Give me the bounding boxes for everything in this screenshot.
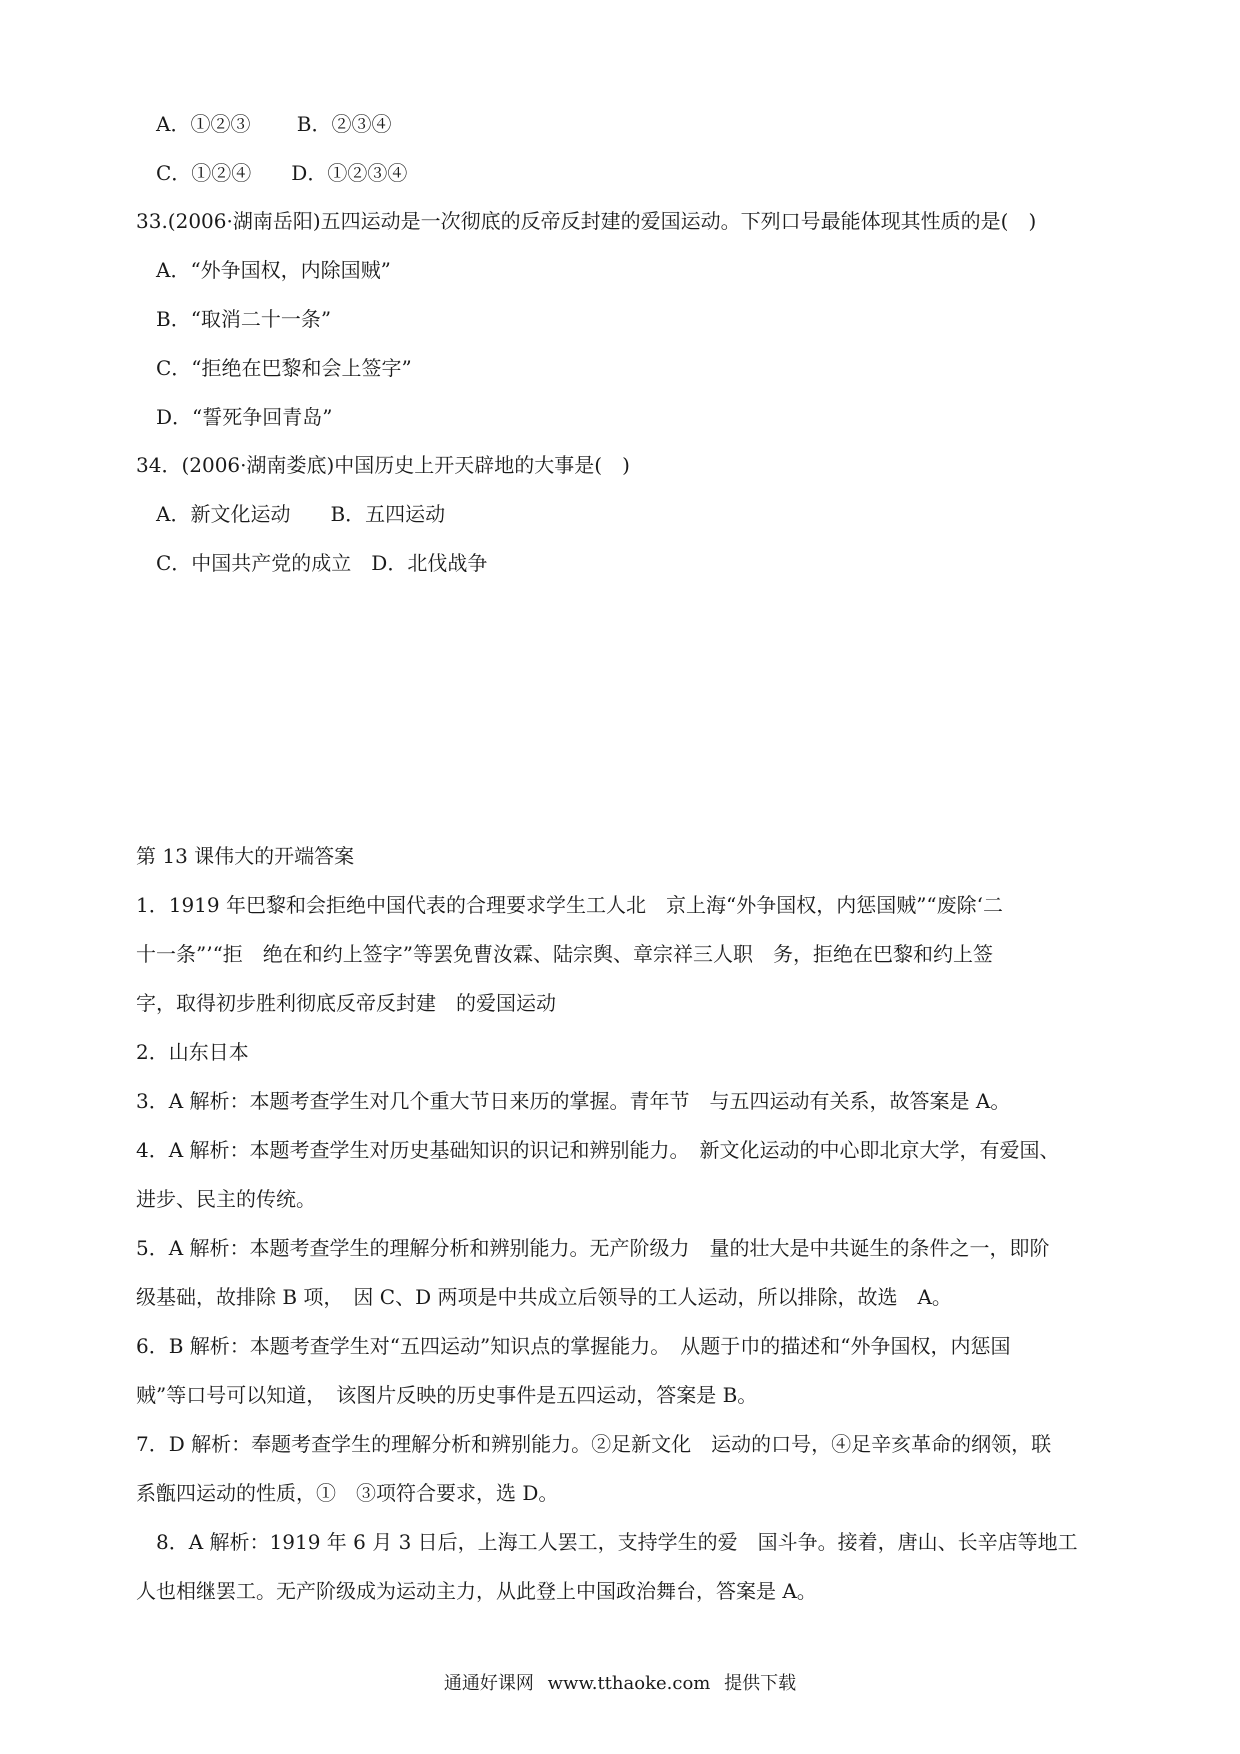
q34-options-row1: A．新文化运动 B．五四运动 (156, 502, 446, 526)
q33-option-a: A．“外争国权，内除国贼” (156, 258, 391, 282)
answer-5-line-1: 5．A 解析：本题考查学生的理解分析和辨别能力。无产阶级力 量的壮大是中共诞生的条件之一，即阶 (136, 1236, 1050, 1260)
q33-option-b: B．“取消二十一条” (156, 307, 332, 331)
q33-option-c: C．“拒绝在巴黎和会上签字” (156, 356, 412, 380)
footer-suffix: 提供下载 (724, 1673, 797, 1694)
footer-url[interactable]: www.tthaoke.com (547, 1673, 711, 1694)
q34-stem: 34．(2006·湖南娄底)中国历史上开天辟地的大事是( ) (136, 453, 630, 477)
answer-4-line-2: 进步、民主的传统。 (136, 1187, 316, 1211)
answer-6-line-2: 贼”等口号可以知道， 该图片反映的历史事件是五四运动，答案是 B。 (136, 1383, 758, 1407)
answer-7-line-2: 系甑四运动的性质，① ③项符合要求，选 D。 (136, 1481, 559, 1505)
answer-2: 2．山东日本 (136, 1040, 249, 1064)
q32-options-row2: C．①②④ D．①②③④ (156, 161, 408, 185)
answer-1-line-1: 1．1919 年巴黎和会拒绝中国代表的合理要求学生工人北 京上海“外争国权，内惩国贼”“废除‘二 (136, 893, 1004, 917)
answer-6-line-1: 6．B 解析：本题考查学生对“五四运动”知识点的掌握能力。 从题于巾的描述和“外争国权，内惩国 (136, 1334, 1011, 1358)
answer-4-line-1: 4．A 解析：本题考查学生对历史基础知识的识记和辨别能力。 新文化运动的中心即北京大学，有爱国、 (136, 1138, 1060, 1162)
answer-1-line-2: 十一条”’“拒 绝在和约上签字”等罢免曹汝霖、陆宗舆、章宗祥三人职 务，拒绝在巴黎和约上签 (136, 942, 994, 966)
q33-option-d: D．“誓死争回青岛” (156, 405, 333, 429)
page-footer (0, 1672, 1240, 1696)
q33-stem: 33.(2006·湖南岳阳)五四运动是一次彻底的反帝反封建的爱国运动。下列口号最能体现其性质的是( ) (136, 209, 1037, 233)
answer-8-line-1: 8．A 解析：1919 年 6 月 3 日后，上海工人罢工，支持学生的爱 国斗争。接着，唐山、长辛店等地工 (156, 1530, 1078, 1554)
footer-site-name: 通通好课网 (443, 1673, 534, 1694)
answer-7-line-1: 7．D 解析：奉题考查学生的理解分析和辨别能力。②足新文化 运动的口号，④足辛亥革命的纲领，联 (136, 1432, 1052, 1456)
answer-5-line-2: 级基础，故排除 B 项， 因 C、D 两项是中共成立后领导的工人运动，所以排除，故选 A。 (136, 1285, 952, 1309)
answers-title: 第 13 课伟大的开端答案 (136, 844, 355, 868)
q32-options-row1: A．①②③ B．②③④ (156, 112, 392, 136)
answer-8-line-2: 人也相继罢工。无产阶级成为运动主力，从此登上中国政治舞台，答案是 A。 (136, 1579, 817, 1603)
answer-1-line-3: 字，取得初步胜利彻底反帝反封建 的爱国运动 (136, 991, 556, 1015)
answer-3: 3．A 解析：本题考查学生对几个重大节日来历的掌握。青年节 与五四运动有关系，故答案是 A。 (136, 1089, 1011, 1113)
q34-options-row2: C．中国共产党的成立 D．北伐战争 (156, 551, 488, 575)
